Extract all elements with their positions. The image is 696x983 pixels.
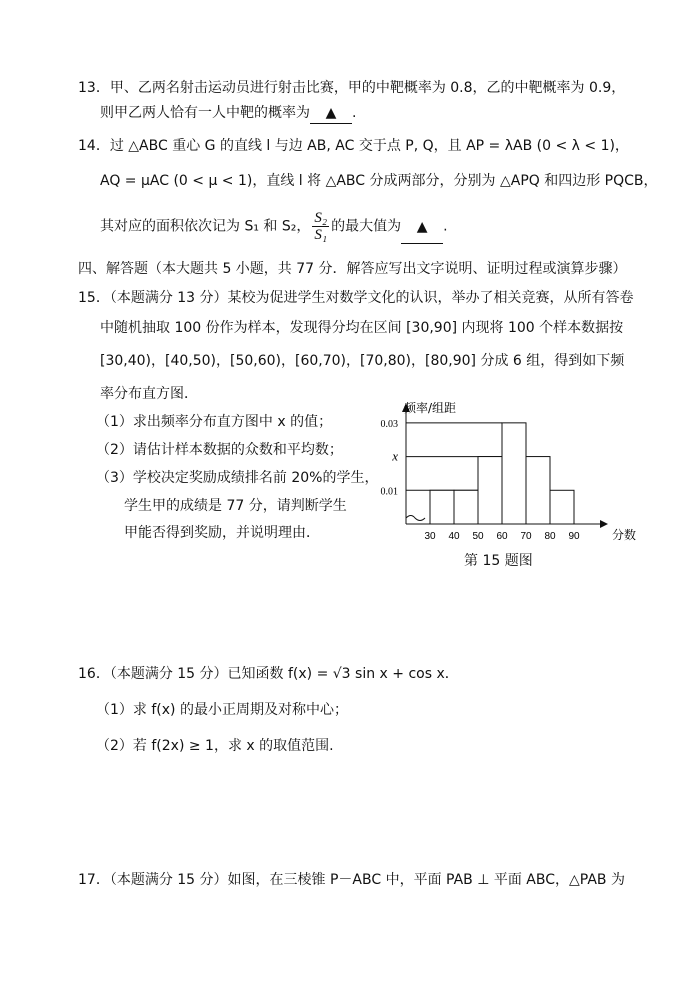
y-tick-label: 0.03 bbox=[380, 418, 398, 430]
q13-answer-blank: ▲ bbox=[310, 103, 352, 124]
q15-line4: 率分布直方图． bbox=[100, 386, 198, 402]
histogram-bar bbox=[550, 490, 574, 524]
x-tick-label: 80 bbox=[544, 531, 556, 542]
q13-line2-prefix: 则甲乙两人恰有一人中靶的概率为 bbox=[100, 105, 310, 121]
y-axis-title: 频率/组距 bbox=[404, 401, 457, 415]
q15-line2: 中随机抽取 100 份作为样本，发现得分均在区间 [30,90] 内现将 100 个样本数据按 bbox=[100, 320, 624, 336]
x-tick-label: 30 bbox=[424, 531, 436, 542]
q13-line2 bbox=[100, 103, 356, 124]
q14-line2: AQ = μAC (0 < μ < 1)，直线 l 将 △ABC 分成两部分，分别为 △APQ 和四边形 PQCB， bbox=[100, 173, 658, 189]
x-axis-title: 分数 bbox=[612, 528, 637, 542]
q15-sub3c: 甲能否得到奖励，并说明理由． bbox=[124, 525, 320, 541]
x-axis-arrow bbox=[600, 520, 608, 528]
histogram-bar bbox=[478, 457, 502, 524]
q14-line3 bbox=[100, 210, 448, 244]
q14-fraction bbox=[312, 210, 329, 243]
histogram-bars bbox=[430, 423, 574, 524]
x-tick-label: 50 bbox=[472, 531, 484, 542]
q15-sub1: （1）求出频率分布直方图中 x 的值； bbox=[96, 414, 333, 430]
y-tick-label: 0.01 bbox=[380, 486, 398, 498]
q14-line3-prefix: 其对应的面积依次记为 S₁ 和 S₂， bbox=[100, 218, 311, 235]
x-tick-label: 70 bbox=[520, 531, 532, 542]
q15-sub2: （2）请估计样本数据的众数和平均数； bbox=[96, 442, 343, 458]
figure-caption: 第 15 题图 bbox=[464, 553, 533, 569]
q14-line1: 14．过 △ABC 重心 G 的直线 l 与边 AB, AC 交于点 P, Q，且 AP = λAB (0 < λ < 1)， bbox=[78, 138, 629, 154]
q16-sub1: （1）求 f(x) 的最小正周期及对称中心； bbox=[96, 702, 348, 718]
q16-line1: 16．（本题满分 15 分）已知函数 f(x) = √3 sin x + cos x． bbox=[78, 666, 459, 682]
q14-line3-suffix: . bbox=[443, 218, 448, 235]
q13-line2-suffix: . bbox=[352, 105, 357, 121]
section-header: 四、解答题（本大题共 5 小题，共 77 分．解答应写出文字说明、证明过程或演算步骤） bbox=[78, 261, 627, 277]
frequency-histogram bbox=[360, 398, 660, 546]
y-tick-label: x bbox=[392, 448, 398, 464]
x-tick-label: 90 bbox=[568, 531, 580, 542]
q17-line1: 17．（本题满分 15 分）如图，在三棱锥 P－ABC 中，平面 PAB ⊥ 平面 ABC，△PAB 为 bbox=[78, 872, 625, 888]
histogram-bar bbox=[454, 490, 478, 524]
histogram-bar bbox=[430, 490, 454, 524]
axis-break-mark bbox=[406, 516, 425, 521]
q14-answer-blank: ▲ bbox=[401, 211, 443, 244]
histogram-bar bbox=[526, 457, 550, 524]
q15-line1: 15．（本题满分 13 分）某校为促进学生对数学文化的认识，举办了相关竞赛，从所有答卷 bbox=[78, 290, 634, 306]
q15-sub3a: （3）学校决定奖励成绩排名前 20%的学生， bbox=[96, 470, 379, 486]
q15-line3: [30,40)，[40,50)，[50,60)，[60,70)，[70,80)，[80,90] 分成 6 组，得到如下频 bbox=[100, 353, 625, 369]
x-tick-label: 60 bbox=[496, 531, 508, 542]
q14-fraction-numerator: S₂ bbox=[314, 210, 328, 226]
q15-sub3b: 学生甲的成绩是 77 分，请判断学生 bbox=[124, 498, 347, 514]
q14-fraction-denominator: S₁ bbox=[314, 227, 328, 243]
q14-line3-middle: 的最大值为 bbox=[331, 218, 402, 235]
q16-sub2: （2）若 f(2x) ≥ 1，求 x 的取值范围. bbox=[96, 738, 334, 754]
q13-line1: 13．甲、乙两名射击运动员进行射击比赛，甲的中靶概率为 0.8，乙的中靶概率为 0.9， bbox=[78, 80, 626, 96]
histogram-bar bbox=[502, 423, 526, 524]
x-tick-label: 40 bbox=[448, 531, 460, 542]
